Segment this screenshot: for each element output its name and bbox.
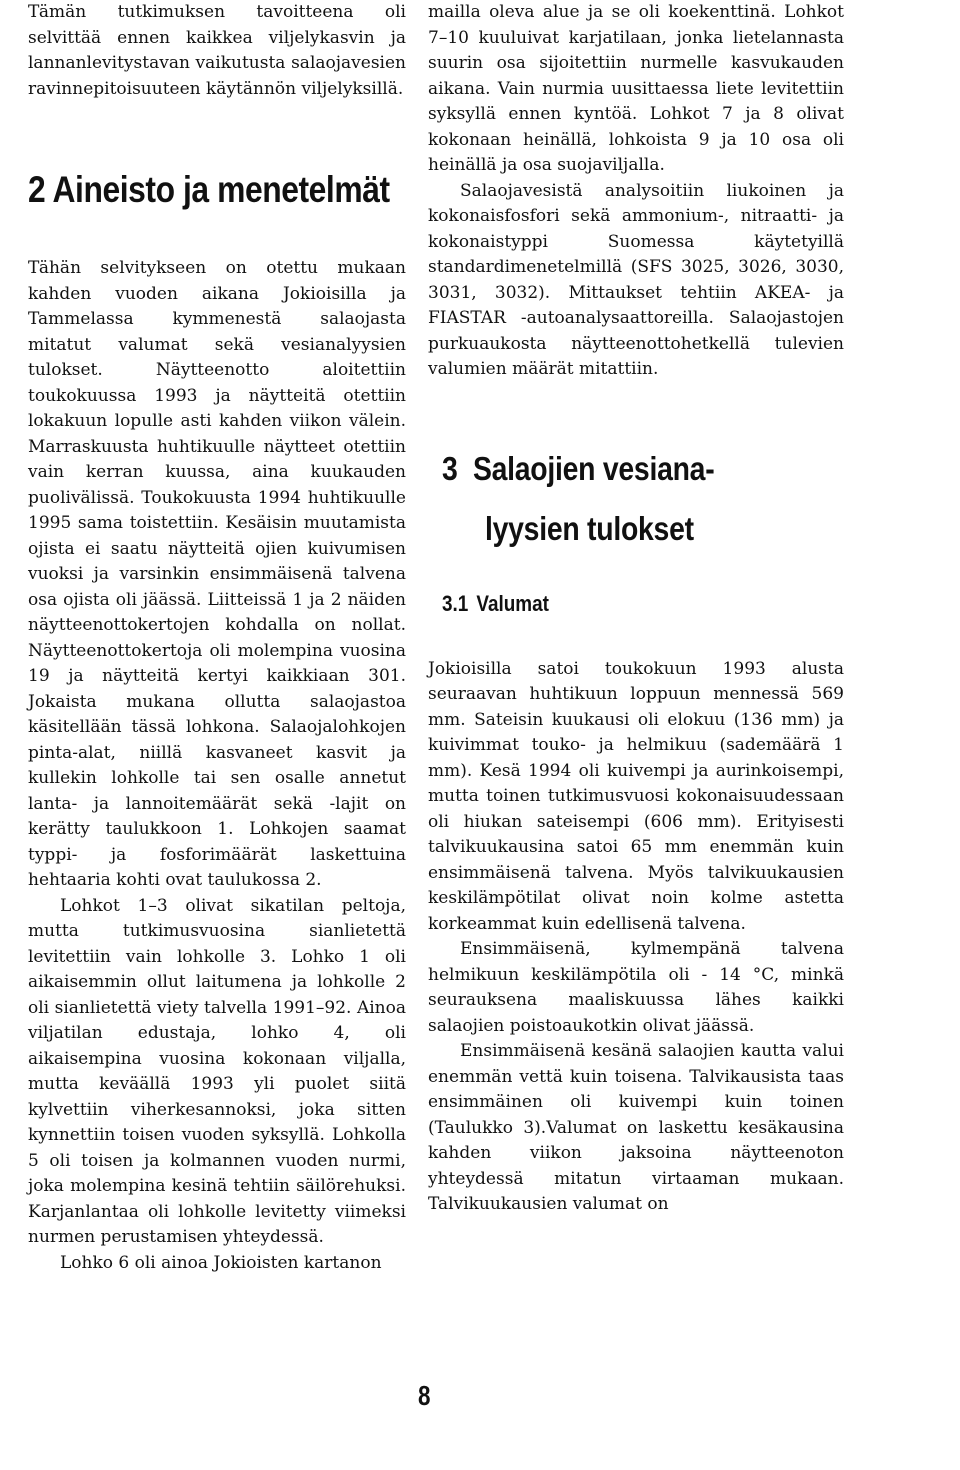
section-number: 2 bbox=[28, 169, 46, 210]
body-paragraph: Ensimmäisenä, kylmempänä talvena helmikuun keskilämpötila oli - 14 °C, minkä seurauksena maaliskuussa lähes kaikki salaojien poistoaukotkin olivat jäässä. bbox=[428, 939, 844, 1036]
page-number: 8 bbox=[418, 1380, 431, 1411]
left-column bbox=[28, 0, 406, 1276]
section-number: 3 bbox=[442, 449, 458, 487]
body-paragraph: Ensimmäisenä kesänä salaojien kautta valui enemmän vettä kuin toisena. Talvikausista taas ensimmäinen oli kuivempi kuin toinen (Taulukko 3).Valumat on laskettu kesäkausina kahden viikon jaksoina näytteenoton yhteydessä mitatun virtaaman mukaan. Talvikuukausien valumat on bbox=[428, 1041, 844, 1214]
body-paragraph: mailla oleva alue ja se oli koekenttinä. Lohkot 7–10 kuuluivat karjatilaan, jonka lietelannasta suurin osa sijoitettiin nurmelle kasvukauden aikana. Vain nurmia uusittaessa liete levitettiin syksyllä ennen kyntöä. Lohkot 7 ja 8 olivat kokonaan heinällä, lohkoista 9 ja 10 osa oli heinällä ja osa suojaviljalla. bbox=[428, 2, 844, 175]
body-paragraph: Tähän selvitykseen on otettu mukaan kahden vuoden aikana Jokioisilla ja Tammelassa kymmenestä salaojasta mitatut valumat sekä vesianalyysien tulokset. Näytteenotto aloitettiin toukokuussa 1993 ja näytteitä otettiin lokakuun lopulle asti kahden viikon välein. Marraskuusta huhtikuulle näytteet otettiin vain kerran kuussa, aina kuukauden puolivälissä. Toukokuusta 1994 huhtikuulle 1995 sama toistettiin. Kesäisin muutamista ojista ei saatu näytteitä ojien kuivumisen vuoksi ja varsinkin ensimmäisenä talvena osa ojista oli jäässä. Liitteissä 1 ja 2 näiden näytteenottokertojen kohdalla on nollat. Näytteenottokertoja oli molempina vuosina 19 ja näytteitä kertyi kaikkiaan 301. Jokaista mukana ollutta salaojastoa käsitellään tässä lohkona. Salaojalohkojen pinta-alat, niillä kasvaneet kasvit ja kullekin lohkolle tai sen osalle annetut lanta- ja lannoitemäärät sekä -lajit on kerätty taulukkoon 1. Lohkojen saamat typpi- ja fosforimäärät laskettuina hehtaaria kohti ovat taulukossa 2. bbox=[28, 258, 406, 890]
body-paragraph: Salaojavesistä analysoitiin liukoinen ja kokonaisfosfori sekä ammonium-, nitraatti- ja kokonaistyppi Suomessa käytetyillä standardimenetelmillä (SFS 3025, 3026, 3030, 3031, 3032). Mittaukset tehtiin AKEA- ja FIASTAR -autoanalysaattoreilla. Salaojastojen purkuaukosta näytteenottohetkellä tulevien valumien määrät mitattiin. bbox=[428, 180, 844, 379]
section-title: Aineisto ja menetelmät bbox=[52, 169, 390, 210]
body-paragraph: Lohko 6 oli ainoa Jokioisten kartanon bbox=[60, 1252, 382, 1273]
subsection-title: Valumat bbox=[476, 590, 549, 616]
intro-paragraph: Tämän tutkimuksen tavoitteena oli selvittää ennen kaikkea viljelykasvin ja lannanlevitystavan vaikutusta salaojavesien ravinnepitoisuuteen käytännön viljelyksillä. bbox=[28, 2, 406, 99]
subsection-number: 3.1 bbox=[442, 590, 469, 616]
body-paragraph: Lohkot 1–3 olivat sikatilan peltoja, mutta tutkimusvuosina sianlietettä levitettiin vain lohkolle 3. Lohko 1 oli aikaisemmin ollut laitumena ja lohkolle 2 oli sianlietettä viety talvella 1991–92. Ainoa viljatilan edustaja, lohko 4, oli aikaisempina vuosina kokonaan viljalla, mutta keväällä 1993 yli puolet siitä kylvettiin viherkesannoksi, joka sitten kynnettiin toisen vuoden syksyllä. Lohkolla 5 oli toisen ja kolmannen vuoden nurmi, joka molempina kesinä tehtiin säilörehuksi. Karjanlantaa oli lohkolle levitetty viimeksi nurmen perustamisen yhteydessä. bbox=[28, 895, 406, 1247]
section-title-line-2: lyysien tulokset bbox=[485, 509, 694, 547]
subsection-heading bbox=[442, 591, 788, 617]
section-heading-2 bbox=[28, 168, 390, 212]
section-title-line-1: Salaojien vesiana- bbox=[472, 449, 715, 487]
section-heading-3 bbox=[442, 439, 788, 559]
right-column bbox=[428, 0, 844, 1218]
body-paragraph: Jokioisilla satoi toukokuun 1993 alusta seuraavan huhtikuun loppuun mennessä 569 mm. Sateisin kuukausi oli elokuu (136 mm) ja kuivimmat touko- ja helmikuu (sademäärä 1 mm). Kesä 1994 oli kuivempi ja aurinkoisempi, mutta toinen tutkimusvuosi kokonaisuudessaan oli hiukan sateisempi (606 mm). Erityisesti talvikuukausina satoi 65 mm enemmän kuin ensimmäisenä talvena. Myös talvikuukausien keskilämpötilat olivat noin kolme astetta korkeammat kuin edellisenä talvena. bbox=[428, 658, 844, 934]
